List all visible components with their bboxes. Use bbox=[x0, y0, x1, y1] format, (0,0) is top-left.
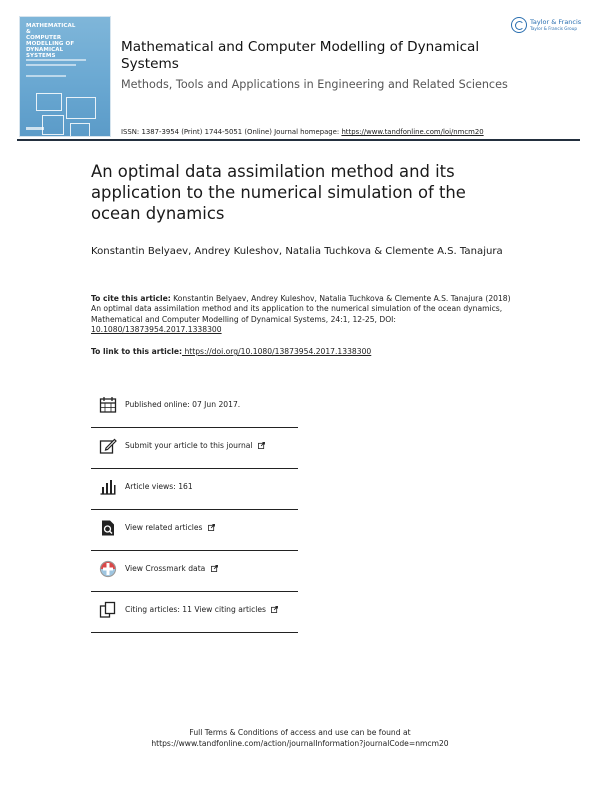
cover-stripe bbox=[26, 64, 76, 66]
journal-title: Mathematical and Computer Modelling of Dynamical Systems bbox=[121, 39, 480, 72]
calendar-icon bbox=[99, 396, 117, 414]
external-link-icon bbox=[258, 442, 265, 449]
citation-label: To cite this article: bbox=[91, 294, 171, 303]
citing-articles-label: Citing articles: 11 View citing articles bbox=[125, 605, 266, 614]
citing-articles-icon bbox=[99, 601, 117, 619]
journal-homepage-link[interactable]: https://www.tandfonline.com/loi/nmcm20 bbox=[341, 128, 484, 136]
cover-title-line: MODELLING OF bbox=[26, 41, 75, 47]
related-articles-icon bbox=[99, 519, 117, 537]
external-link-icon bbox=[208, 524, 215, 531]
article-views-item bbox=[91, 469, 298, 510]
terms-url-link[interactable]: https://www.tandfonline.com/action/journalInformation?journalCode=nmcm20 bbox=[151, 739, 449, 748]
citing-articles-item[interactable] bbox=[91, 592, 298, 633]
citation-text: Konstantin Belyaev, Andrey Kuleshov, Natalia Tuchkova & Clemente A.S. Tanajura (2018) An optimal data assimilation method and its application to the numerical simulation of the ocean dynamics, Mathematical and Computer Modelling of Dynamical Systems, 24:1, 12-25, DOI: bbox=[91, 294, 511, 324]
crossmark-item[interactable] bbox=[91, 551, 298, 592]
article-authors: Konstantin Belyaev, Andrey Kuleshov, Natalia Tuchkova & Clemente A.S. Tanajura bbox=[91, 246, 503, 257]
article-meta-list bbox=[91, 387, 298, 633]
header-divider bbox=[17, 139, 580, 141]
terms-footer bbox=[60, 727, 540, 749]
publisher-logo-icon bbox=[511, 17, 527, 33]
publisher-group: Taylor & Francis Group bbox=[530, 26, 578, 31]
submit-article-label: Submit your article to this journal bbox=[125, 441, 253, 450]
citation-doi-link[interactable]: 10.1080/13873954.2017.1338300 bbox=[91, 324, 222, 334]
cover-publisher-mark bbox=[26, 127, 44, 130]
journal-cover-image bbox=[19, 16, 111, 137]
article-link-row bbox=[91, 347, 531, 356]
cover-stripe bbox=[26, 75, 66, 77]
related-articles-link[interactable] bbox=[125, 523, 215, 532]
external-link-icon bbox=[271, 606, 278, 613]
cover-title-line: COMPUTER bbox=[26, 35, 62, 41]
publisher-name: Taylor & Francis bbox=[530, 18, 582, 26]
cover-title bbox=[26, 23, 76, 59]
citation-block bbox=[91, 294, 511, 335]
crossmark-icon bbox=[99, 560, 117, 578]
cover-stripe bbox=[26, 59, 86, 61]
cover-title-line: DYNAMICAL bbox=[26, 47, 64, 53]
journal-subtitle: Methods, Tools and Applications in Engineering and Related Sciences bbox=[121, 78, 508, 91]
cover-title-line: MATHEMATICAL & bbox=[26, 23, 76, 35]
terms-text: Full Terms & Conditions of access and use can be found at bbox=[189, 728, 411, 737]
article-views-text: Article views: 161 bbox=[125, 482, 193, 491]
article-doi-link[interactable]: https://doi.org/10.1080/13873954.2017.1338300 bbox=[182, 347, 372, 356]
citing-articles-link[interactable] bbox=[125, 605, 278, 614]
bar-chart-icon bbox=[99, 478, 117, 496]
submit-article-link[interactable] bbox=[125, 441, 265, 450]
article-title: An optimal data assimilation method and its application to the numerical simulation of the ocean dynamics bbox=[91, 162, 466, 223]
crossmark-label: View Crossmark data bbox=[125, 564, 206, 573]
edit-icon bbox=[99, 437, 117, 455]
submit-article-item[interactable] bbox=[91, 428, 298, 469]
crossmark-link[interactable] bbox=[125, 564, 218, 573]
external-link-icon bbox=[211, 565, 218, 572]
related-articles-label: View related articles bbox=[125, 523, 203, 532]
taylor-francis-logo bbox=[511, 16, 586, 36]
link-label: To link to this article: bbox=[91, 347, 183, 356]
published-online-text: Published online: 07 Jun 2017. bbox=[125, 400, 241, 409]
cover-title-line: SYSTEMS bbox=[26, 53, 56, 59]
cover-graphic bbox=[36, 93, 98, 137]
issn-line bbox=[121, 128, 561, 136]
related-articles-item[interactable] bbox=[91, 510, 298, 551]
issn-text: ISSN: 1387-3954 (Print) 1744-5051 (Online) Journal homepage: bbox=[121, 128, 342, 136]
published-online-item bbox=[91, 387, 298, 428]
